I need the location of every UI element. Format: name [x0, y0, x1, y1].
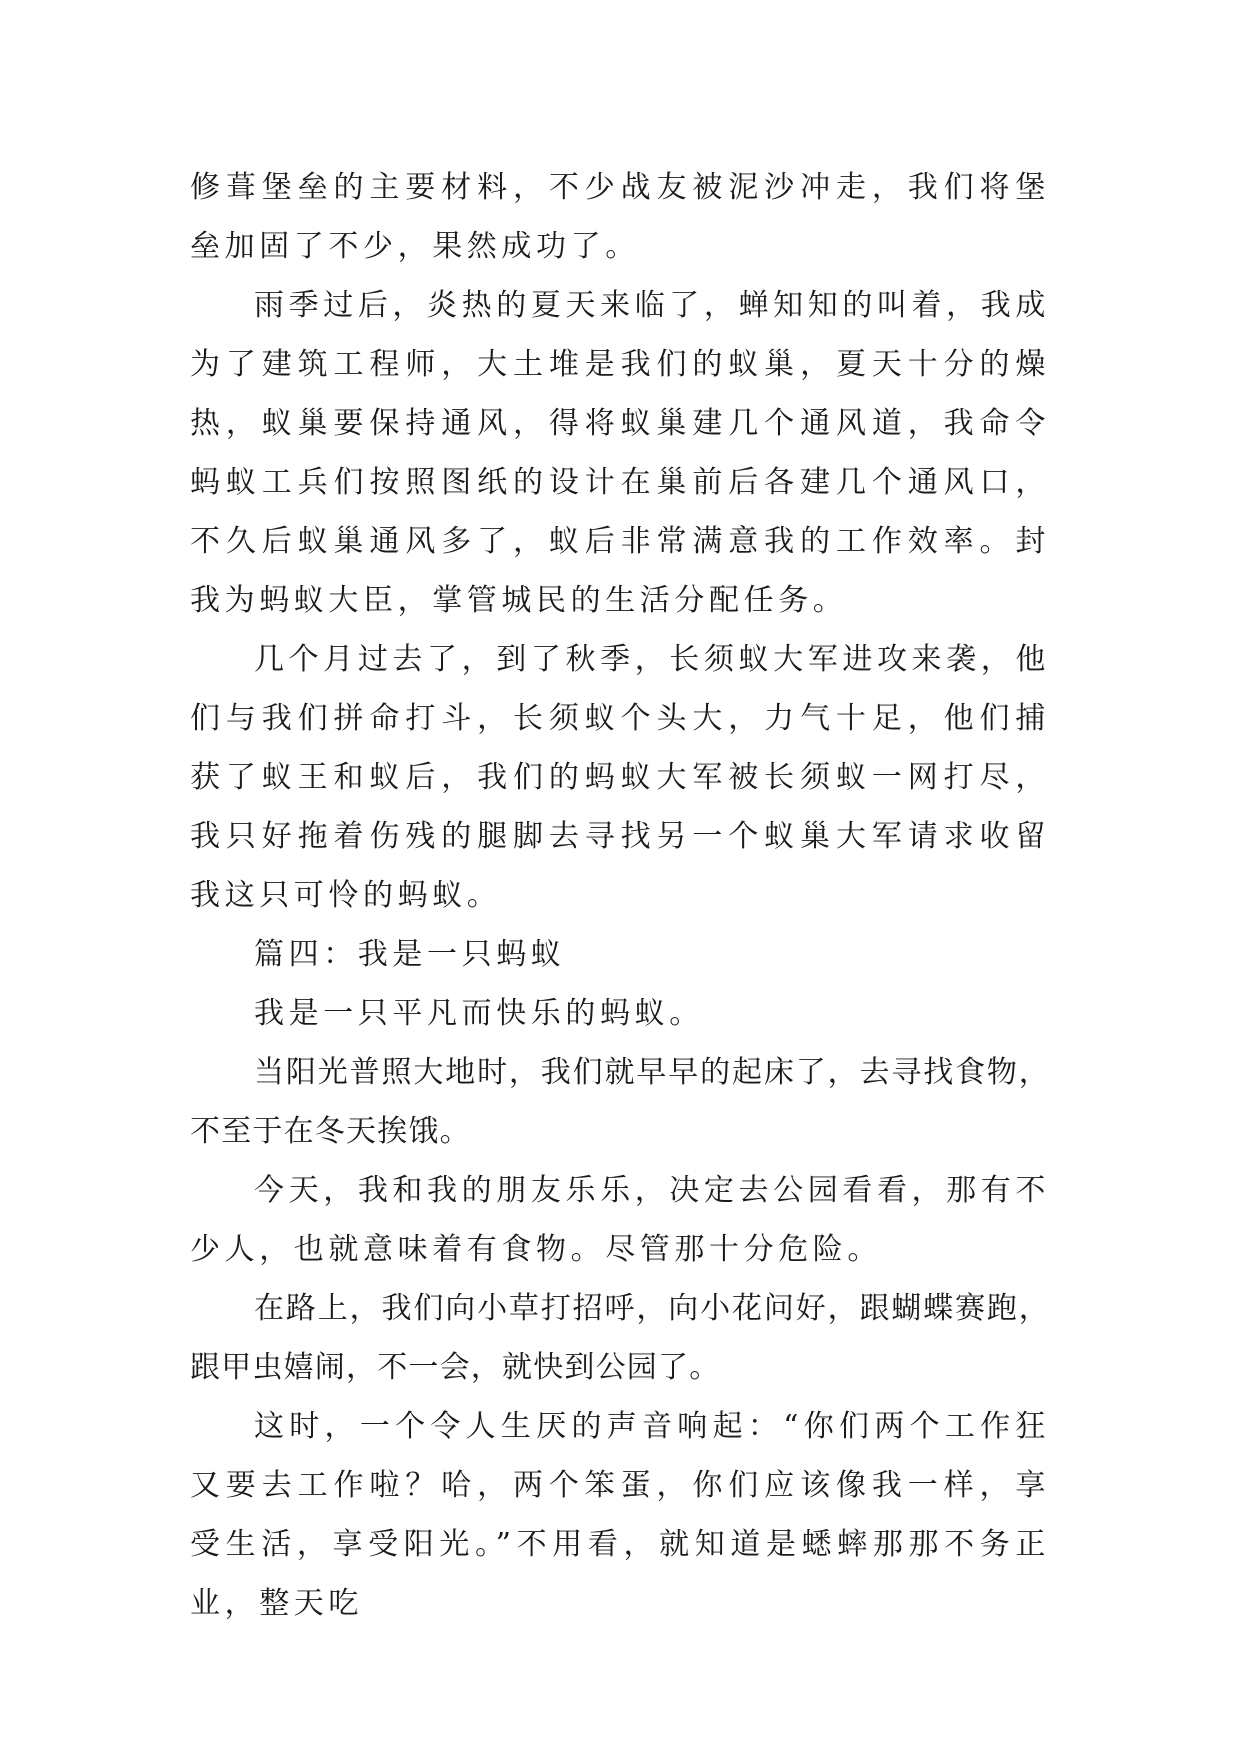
paragraph-3: 几个月过去了，到了秋季，长须蚁大军进攻来袭，他们与我们拼命打斗，长须蚁个头大，力气十足，他们捕获了蚁王和蚁后，我们的蚂蚁大军被长须蚁一网打尽，我只好拖着伤残的腿脚去寻找另一个蚁巢大军请求收留我这只可怜的蚂蚁。: [190, 642, 1050, 913]
paragraph-1: 修葺堡垒的主要材料，不少战友被泥沙冲走，我们将堡垒加固了不少，果然成功了。: [190, 170, 1050, 264]
paragraph-2: 雨季过后，炎热的夏天来临了，蝉知知的叫着，我成为了建筑工程师，大土堆是我们的蚁巢，夏天十分的燥热，蚁巢要保持通风，得将蚁巢建几个通风道，我命令蚂蚁工兵们按照图纸的设计在巢前后各建几个通风口，不久后蚁巢通风多了，蚁后非常满意我的工作效率。封我为蚂蚁大臣，掌管城民的生活分配任务。: [190, 288, 1050, 618]
document-body: [190, 158, 1050, 1633]
paragraph-8: 在路上，我们向小草打招呼，向小花问好，跟蝴蝶赛跑，跟甲虫嬉闹，不一会，就快到公园了。: [190, 1291, 1050, 1385]
paragraph-5: 我是一只平凡而快乐的蚂蚁。: [254, 996, 704, 1031]
paragraph-7: 今天，我和我的朋友乐乐，决定去公园看看，那有不少人，也就意味着有食物。尽管那十分危险。: [190, 1173, 1050, 1267]
paragraph-9: 这时，一个令人生厌的声音响起：“你们两个工作狂又要去工作啦？哈，两个笨蛋，你们应该像我一样，享受生活，享受阳光。”不用看，就知道是蟋蟀那那不务正业，整天吃: [190, 1409, 1050, 1621]
paragraph-6: 当阳光普照大地时，我们就早早的起床了，去寻找食物，不至于在冬天挨饿。: [190, 1055, 1050, 1149]
section-heading: 篇四：我是一只蚂蚁: [254, 937, 566, 972]
